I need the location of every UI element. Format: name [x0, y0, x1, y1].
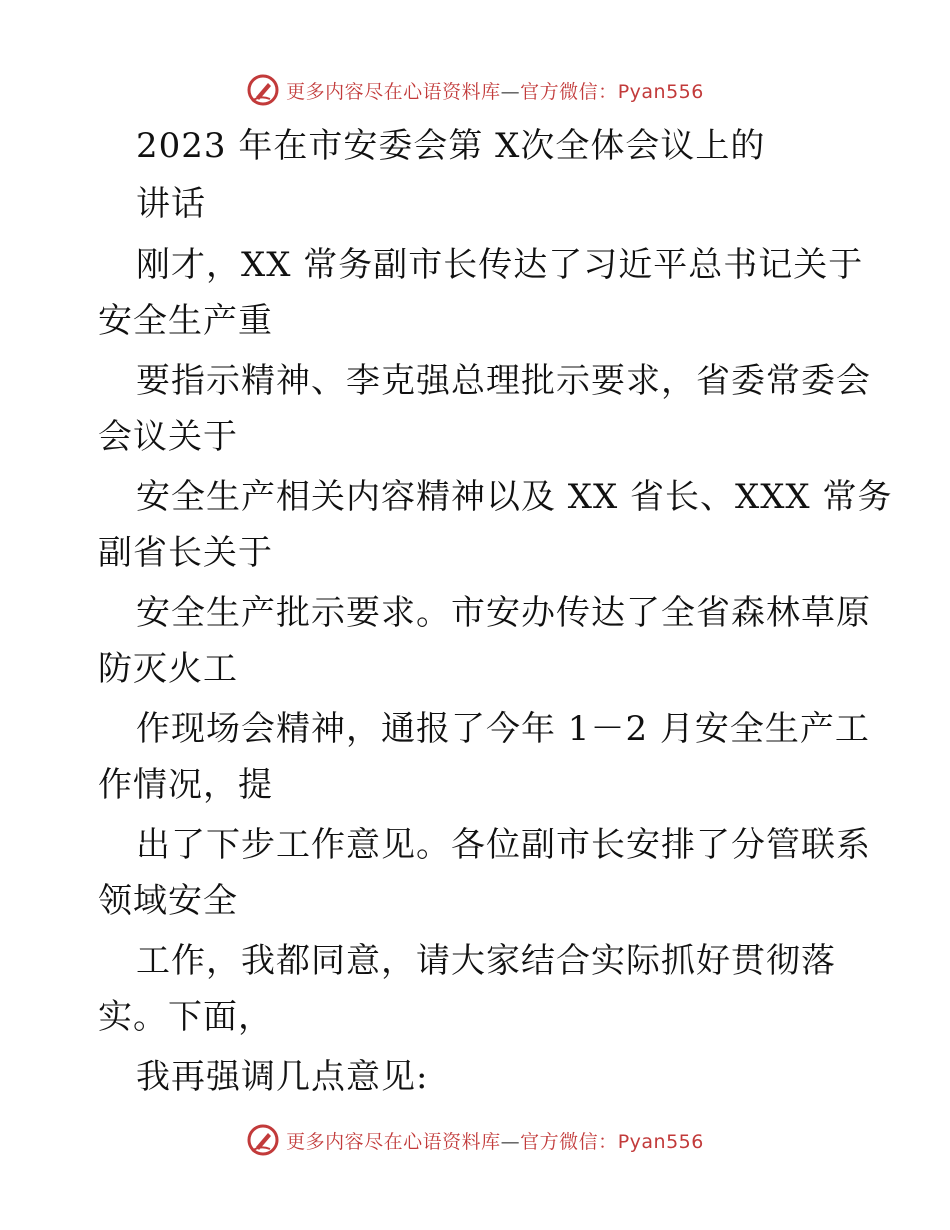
doc-line: 工作，我都同意，请大家结合实际抓好贯彻落 — [136, 941, 836, 981]
doc-line: 作现场会精神，通报了今年 1－2 月安全生产工 — [136, 709, 870, 749]
doc-line: 安全生产相关内容精神以及 XX 省长、XXX 常务 — [136, 477, 893, 517]
doc-line: 防灭火工 — [98, 649, 238, 689]
watermark-separator: — — [500, 80, 521, 103]
doc-line: 领域安全 — [98, 881, 238, 921]
watermark-separator: — — [500, 1130, 521, 1153]
watermark-wechat-id: Pyan556 — [617, 1130, 704, 1153]
doc-line: 要指示精神、李克强总理批示要求，省委常委会 — [136, 361, 871, 401]
doc-line: 实。下面， — [98, 997, 273, 1037]
doc-line: 刚才，XX 常务副市长传达了习近平总书记关于 — [136, 245, 864, 285]
doc-line: 安全生产批示要求。市安办传达了全省森林草原 — [136, 593, 871, 633]
doc-line: 我再强调几点意见: — [136, 1057, 429, 1097]
doc-line: 作情况，提 — [98, 765, 273, 805]
doc-line: 会议关于 — [98, 417, 238, 457]
footer-watermark — [0, 1118, 950, 1162]
doc-title-line-1: 2023 年在市安委会第 X次全体会议上的 — [136, 126, 766, 166]
watermark-slogan: 更多内容尽在心语资料库 — [286, 80, 501, 103]
watermark-wechat-id: Pyan556 — [617, 80, 704, 103]
pen-logo-icon — [246, 1123, 280, 1157]
watermark-slogan: 更多内容尽在心语资料库 — [286, 1130, 501, 1153]
watermark-text — [286, 1127, 704, 1154]
doc-line: 安全生产重 — [98, 301, 273, 341]
watermark-wechat-label: 官方微信： — [520, 80, 618, 103]
doc-line: 出了下步工作意见。各位副市长安排了分管联系 — [136, 825, 871, 865]
watermark-wechat-label: 官方微信： — [520, 1130, 618, 1153]
doc-title-line-2: 讲话 — [136, 184, 206, 224]
doc-line: 副省长关于 — [98, 533, 273, 573]
